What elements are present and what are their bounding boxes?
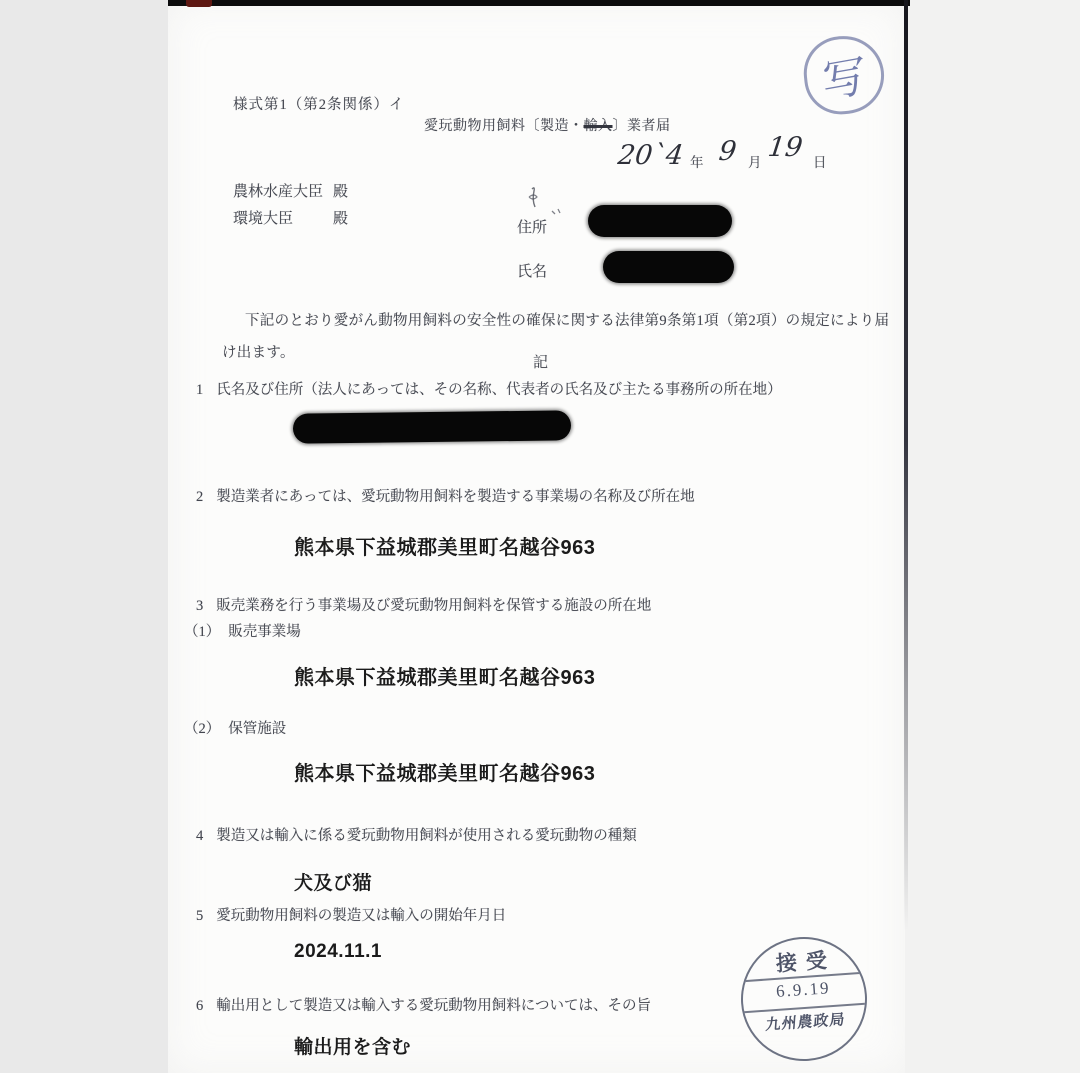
addressee-maff: [233, 180, 348, 201]
item-3-2-value: 熊本県下益城郡美里町名越谷963: [294, 763, 596, 785]
addressee-honorific: 殿: [333, 211, 349, 227]
addressee-name: 環境大臣: [233, 211, 294, 227]
handwritten-month: 9: [717, 136, 739, 167]
addressee-honorific: 殿: [333, 184, 349, 200]
item-2: [196, 485, 695, 506]
item-5-value: 2024.11.1: [294, 941, 382, 962]
item-3-1: [184, 620, 301, 641]
item-3-label: 販売業務を行う事業場及び愛玩動物用飼料を保管する施設の所在地: [216, 598, 652, 614]
item-3-2-label: 保管施設: [228, 721, 287, 737]
item-6-value: 輸出用を含む: [294, 1037, 412, 1058]
scan-top-edge: [168, 0, 910, 6]
item-3-2: [184, 717, 286, 738]
handwritten-day: 19: [766, 132, 805, 163]
background-left-strip: [0, 0, 168, 1073]
item-3-2-number: （2）: [184, 721, 221, 737]
item-1-label: 氏名及び住所（法人にあっては、その名称、代表者の氏名及び主たる事務所の所在地）: [216, 382, 782, 398]
item-3-number: 3: [196, 598, 204, 614]
reception-stamp-office: 九州農政局: [764, 1012, 846, 1034]
form-code: 様式第1（第2条関係）イ: [233, 97, 405, 113]
item-2-value: 熊本県下益城郡美里町名越谷963: [294, 537, 596, 559]
record-heading: 記: [533, 355, 549, 371]
name-label: 氏名: [517, 264, 548, 280]
intro-line-1: 下記のとおり愛がん動物用飼料の安全性の確保に関する法律第9条第1項（第2項）の規定により届: [245, 313, 890, 329]
item-4-label: 製造又は輸入に係る愛玩動物用飼料が使用される愛玩動物の種類: [216, 828, 637, 844]
document-title: [424, 115, 671, 135]
intro-line-2: け出ます。: [222, 345, 295, 361]
item-3-1-value: 熊本県下益城郡美里町名越谷963: [294, 667, 596, 689]
item-6-label: 輸出用として製造又は輸入する愛玩動物用飼料については、その旨: [216, 998, 651, 1014]
title-post: 〕業者届: [612, 119, 671, 134]
reception-stamp-title: 接受: [775, 947, 837, 976]
redaction-bar-address: [588, 205, 732, 237]
item-3: [196, 594, 651, 615]
item-3-1-label: 販売事業場: [228, 624, 301, 640]
item-1-number: 1: [196, 382, 204, 398]
item-5: [196, 904, 506, 925]
addressee-moe: [233, 207, 348, 228]
handwritten-year: 20`4: [616, 140, 685, 171]
item-5-label: 愛玩動物用飼料の製造又は輸入の開始年月日: [216, 908, 507, 924]
item-4: [196, 824, 637, 845]
scan-top-edge-red-mark: [186, 0, 212, 7]
item-3-1-number: （1）: [184, 624, 221, 640]
item-6: [196, 994, 651, 1015]
redaction-bar-item1: [293, 410, 571, 443]
item-5-number: 5: [196, 908, 204, 924]
item-6-number: 6: [196, 998, 204, 1014]
item-4-number: 4: [196, 828, 204, 844]
addressee-name: 農林水産大臣: [233, 184, 324, 200]
date-year-unit: 年: [690, 155, 704, 170]
reception-stamp-date: 6.9.19: [775, 978, 832, 1001]
item-1: [196, 378, 782, 399]
redaction-bar-name: [603, 251, 734, 283]
item-2-label: 製造業者にあっては、愛玩動物用飼料を製造する事業場の名称及び所在地: [216, 489, 695, 505]
page-right-edge: [904, 0, 908, 980]
item-4-value: 犬及び猫: [294, 873, 373, 894]
title-struck-word: 輸入: [583, 119, 613, 134]
title-pre: 愛玩動物用飼料〔製造・: [424, 119, 584, 134]
date-month-unit: 月: [748, 155, 762, 170]
item-2-number: 2: [196, 489, 204, 505]
copy-stamp-character: 写: [820, 51, 868, 108]
address-label: 住所: [517, 220, 548, 236]
date-day-unit: 日: [813, 155, 827, 170]
